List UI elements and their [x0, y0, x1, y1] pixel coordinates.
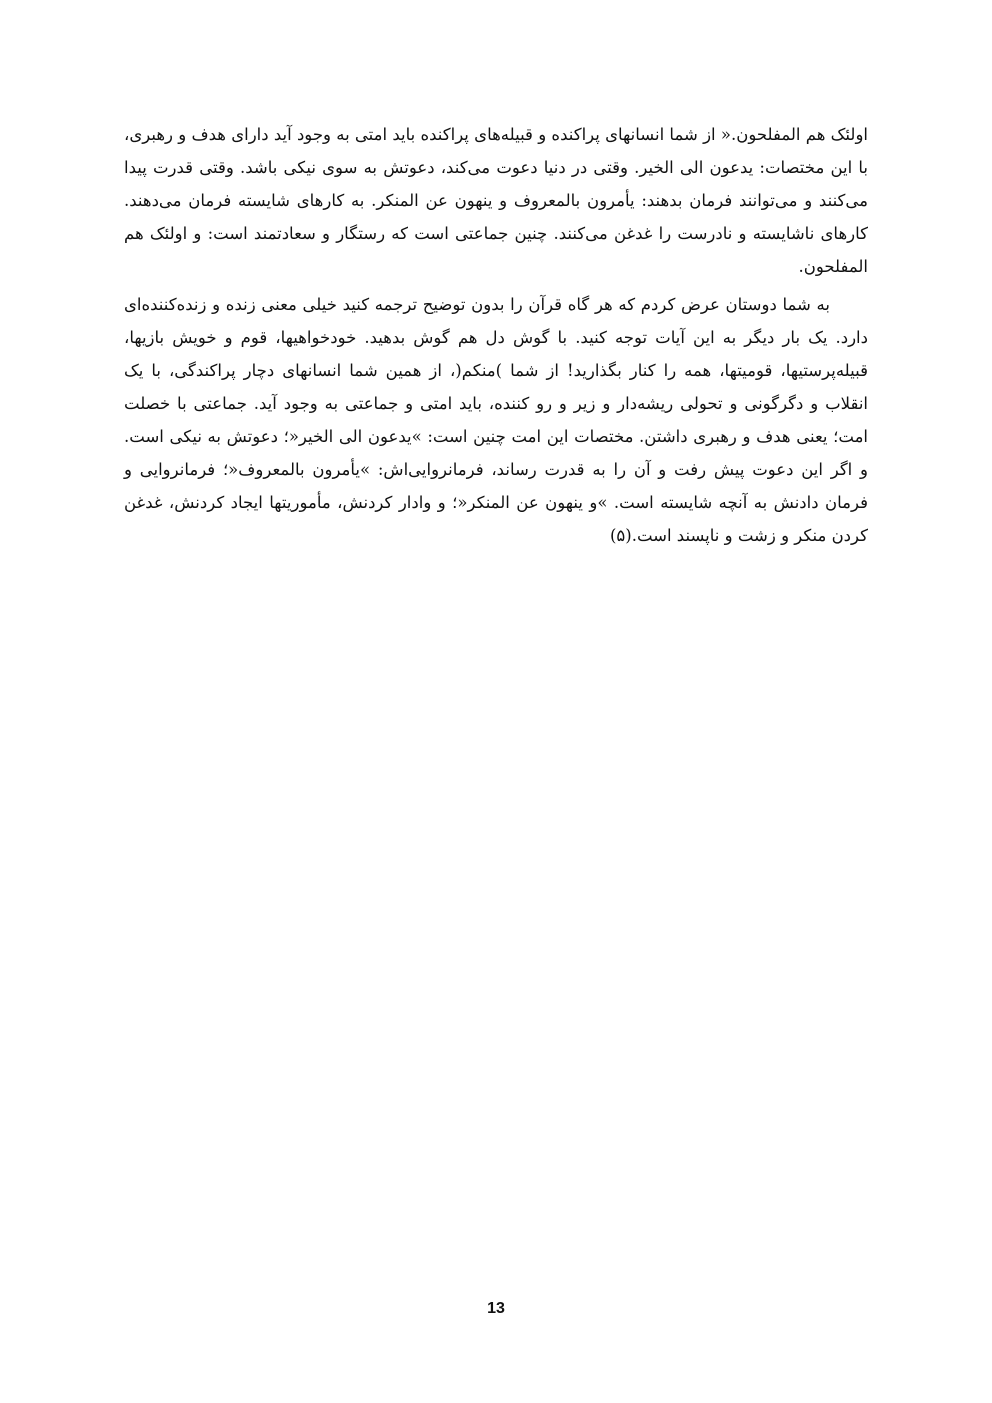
- page-number: 13: [487, 1300, 505, 1317]
- paragraph-1: اولئک هم المفلحون.« از شما انسانهای پراکنده و قبیله‌های پراکنده باید امتی به وجود آید دارای هدف و رهبری، با این مختصات: یدعون الی الخیر. وقتی در دنیا دعوت می‌کند، دعوتش به سوی نیکی باشد. وقتی قدرت پیدا می‌کنند و می‌توانند فرمان بدهند: یأمرون بالمعروف و ینهون عن المنکر. به کارهای شایسته فرمان می‌دهند. کارهای ناشایسته و نادرست را غدغن می‌کنند. چنین جماعتی است که رستگار و سعادتمند است: و اولئک هم المفلحون.: [124, 125, 868, 276]
- paragraph-2: به شما دوستان عرض کردم که هر گاه قرآن را بدون توضیح ترجمه کنید خیلی معنی زنده و زنده‌کننده‌ای دارد. یک بار دیگر به این آیات توجه کنید. با گوش دل هم گوش بدهید. خودخواهیها، قوم و خویش بازیها، قبیله‌پرستیها، قومیتها، همه را کنار بگذارید! از شما )منکم(، از همین شما انسانهای دچار پراکندگی، با یک انقلاب و دگرگونی و تحولی ریشه‌دار و زیر و رو کننده، باید امتی و جماعتی به وجود آید. جماعتی با خصلت امت؛ یعنی هدف و رهبری داشتن. مختصات این امت چنین است: »یدعون الی الخیر«؛ دعوتش به نیکی است. و اگر این دعوت پیش رفت و آن را به قدرت رساند، فرمانروایی‌اش: »یأمرون بالمعروف«؛ فرمانروایی و فرمان دادنش به آنچه شایسته است. »و ینهون عن المنکر«؛ و وادار کردنش، مأموریتها ایجاد کردنش، غدغن کردن منکر و زشت و ناپسند است.(۵): [124, 295, 868, 545]
- document-body: [124, 118, 868, 552]
